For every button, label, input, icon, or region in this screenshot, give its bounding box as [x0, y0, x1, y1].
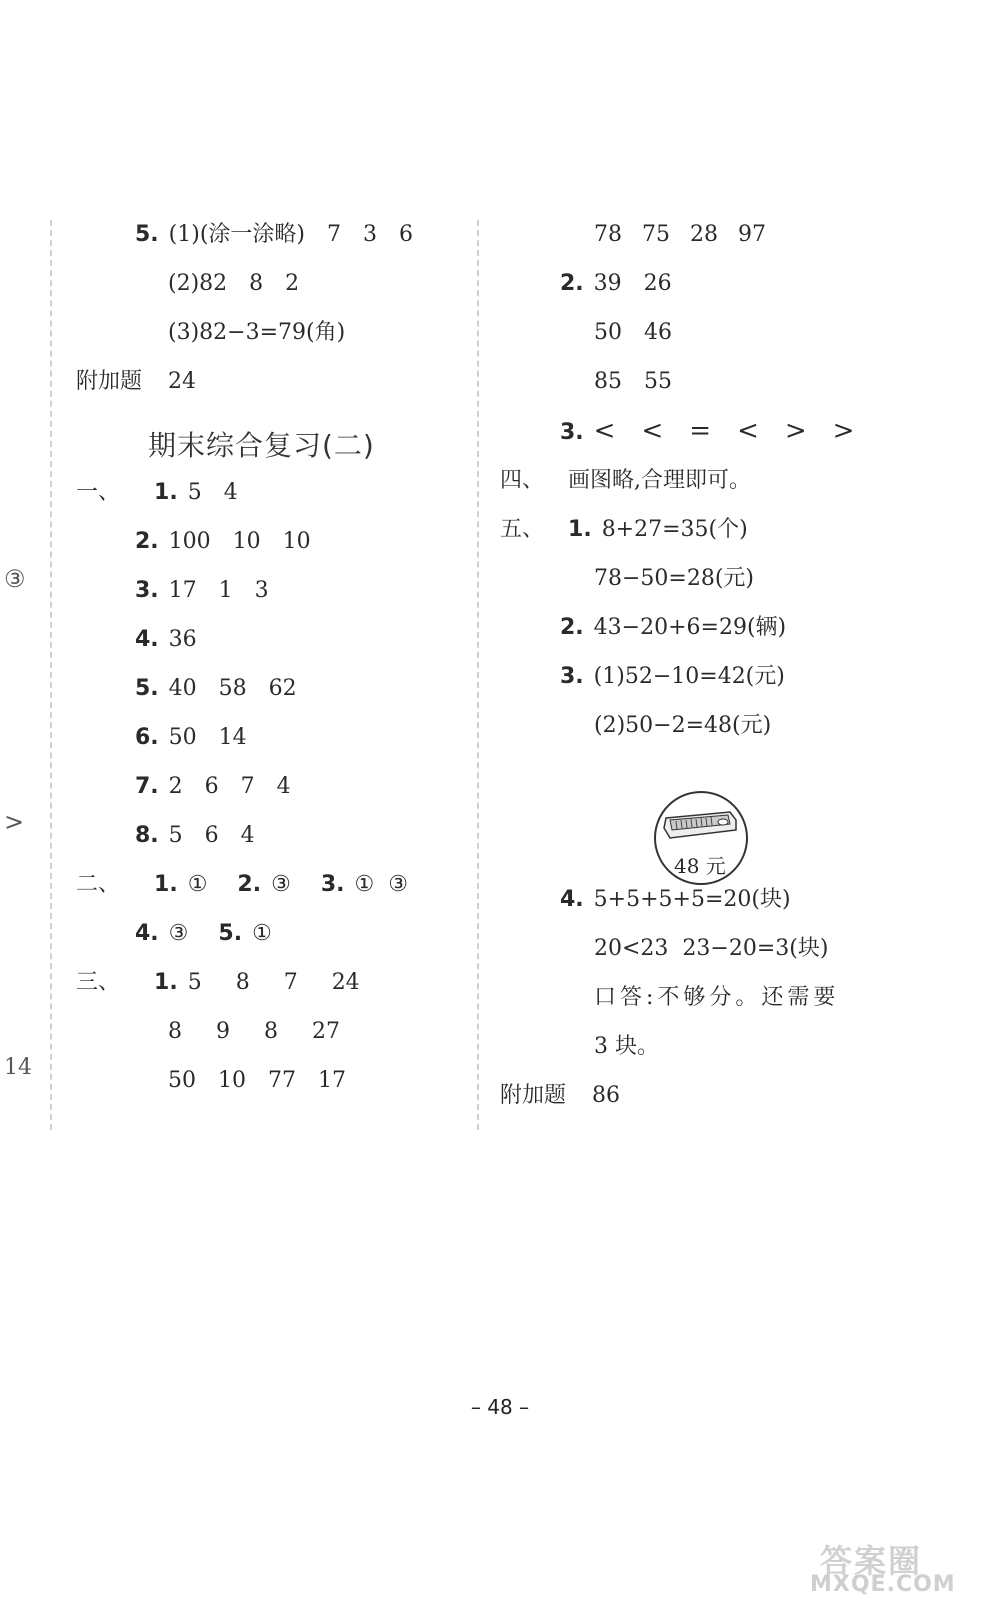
section-label: 五、: [500, 517, 545, 542]
question-number: 2.: [135, 529, 159, 554]
right-sec5-q3-l1: [560, 662, 785, 692]
right-q2-row2: [594, 318, 672, 348]
sec1-item3: [135, 576, 269, 606]
section-title: 期末综合复习(二): [148, 429, 375, 462]
watermark-text: 答案圈: [820, 1542, 923, 1580]
answer-value: 3: [363, 222, 378, 247]
answer-value: 97: [738, 222, 766, 247]
right-q2-row1: [560, 269, 672, 299]
answer-value: 10: [282, 529, 311, 554]
question-number: 4.: [135, 627, 159, 652]
question-number: 7.: [135, 774, 159, 799]
fujia-label: 附加题: [500, 1083, 567, 1108]
question-number: 6.: [135, 725, 159, 750]
right-sec4: [500, 466, 751, 496]
answer-value: 7: [283, 970, 298, 995]
answer-value: 50: [168, 1068, 196, 1093]
column-divider: [477, 220, 479, 1130]
sec1-item1: [76, 478, 238, 508]
right-q3-signs: [560, 416, 854, 448]
answer-value: 17: [168, 578, 197, 603]
section-label: 一、: [76, 480, 121, 505]
question-number: 5.: [135, 222, 159, 247]
answer-value: 6: [399, 222, 414, 247]
answer-value: 28: [690, 222, 718, 247]
sec1-item2: [135, 527, 311, 557]
question-number: 3.: [320, 872, 345, 897]
answer-value: 46: [644, 320, 672, 345]
answer-value: 77: [268, 1068, 296, 1093]
left-q5-line2: [168, 269, 299, 299]
answer-value: 39: [593, 271, 622, 296]
answer-value: 78: [594, 222, 622, 247]
sec1-item7: [135, 772, 291, 802]
watermark-url: MXQE.COM: [810, 1572, 956, 1597]
answer-text: 20<23 23−20=3(块): [594, 936, 829, 961]
sec1-item8: [135, 821, 255, 851]
left-q5-line1: [135, 220, 413, 250]
answer-value: 27: [312, 1019, 340, 1044]
answer-value: 6: [204, 823, 219, 848]
answer-value: 4: [240, 823, 255, 848]
question-number: 8.: [135, 823, 159, 848]
answer-text: 8+27=35(个): [601, 517, 748, 542]
answer-value: 10: [218, 1068, 246, 1093]
answer-value: 40: [168, 676, 197, 701]
answer-value: ① ③: [354, 872, 408, 897]
answer-value: 100: [168, 529, 211, 554]
answer-text: 78−50=28(元): [594, 566, 755, 591]
question-number: 5.: [135, 676, 159, 701]
compare-sign: >: [784, 416, 807, 446]
answer-value: 2: [285, 271, 300, 296]
answer-text: 口答:不够分。还需要: [594, 985, 840, 1010]
right-top-row: [594, 220, 766, 250]
answer-value: 10: [232, 529, 261, 554]
answer-value: 8: [249, 271, 264, 296]
margin-number-mark: 14: [4, 1055, 32, 1080]
compare-sign: =: [689, 416, 712, 446]
watermark-logo: [800, 1540, 980, 1596]
question-number: 3.: [135, 578, 159, 603]
sec1-item5: [135, 674, 297, 704]
answer-value: 5: [187, 970, 202, 995]
answer-value: 2: [168, 774, 183, 799]
compare-sign: <: [737, 416, 759, 446]
answer-value: 3: [254, 578, 269, 603]
answer-value: 50: [168, 725, 197, 750]
answer-value: 1: [218, 578, 233, 603]
sec1-item6: [135, 723, 247, 753]
question-number: 4.: [560, 887, 584, 912]
answer-value: 26: [643, 271, 672, 296]
sec3-row3: [168, 1066, 346, 1096]
answer-value: 5: [187, 480, 202, 505]
right-sec5-q1-l2: [594, 564, 754, 594]
answer-text: 43−20+6=29(辆): [593, 615, 787, 640]
answer-text: (3)82−3=79(角): [168, 320, 346, 345]
answer-text: 3 块。: [594, 1034, 659, 1059]
question-number: 3.: [560, 420, 584, 445]
question-number: 1.: [154, 970, 178, 995]
answer-value: 14: [218, 725, 247, 750]
question-number: 2.: [560, 615, 584, 640]
question-number: 3.: [560, 664, 584, 689]
fujia-label: 附加题: [76, 369, 143, 394]
sec3-row1: [76, 968, 360, 998]
answer-value: 7: [327, 222, 342, 247]
question-number: 2.: [560, 271, 584, 296]
compare-sign: >: [832, 416, 855, 446]
left-binding-rule: [50, 220, 52, 1130]
fujia-value: 24: [168, 369, 197, 394]
right-sec5-q2: [560, 613, 786, 643]
answer-value: 8: [235, 970, 250, 995]
margin-gt-mark: >: [4, 808, 25, 836]
section-label: 三、: [76, 970, 121, 995]
fujia-value: 86: [592, 1083, 621, 1108]
right-sec5-q4-l2: [594, 934, 828, 964]
answer-value: ③: [168, 921, 189, 946]
answer-text: (1)52−10=42(元): [593, 664, 785, 689]
right-sec5-q4-l4: [594, 1032, 659, 1062]
section-label: 四、: [500, 468, 545, 493]
answer-value: 4: [276, 774, 291, 799]
answer-value: 75: [642, 222, 670, 247]
answer-value: 7: [240, 774, 255, 799]
answer-value: ③: [271, 872, 291, 897]
answer-value: 62: [268, 676, 297, 701]
question-number: 1.: [568, 517, 592, 542]
answer-value: 4: [223, 480, 238, 505]
right-fujia: [500, 1081, 620, 1111]
answer-value: 58: [218, 676, 247, 701]
answer-value: 24: [331, 970, 360, 995]
right-sec5-q4-l1: [560, 885, 791, 915]
answer-value: 5: [168, 823, 183, 848]
answer-value: 9: [216, 1019, 230, 1044]
left-q5-line3: [168, 318, 345, 348]
answer-value: ①: [252, 921, 272, 946]
answer-text: (2)50−2=48(元): [594, 713, 772, 738]
sec3-row2: [168, 1017, 340, 1047]
answer-value: 55: [644, 369, 672, 394]
answer-value: 8: [168, 1019, 182, 1044]
compare-sign: <: [641, 416, 664, 446]
question-number: 4.: [135, 921, 159, 946]
answer-text: (1)(涂一涂略): [168, 222, 306, 247]
left-fujia: [76, 367, 196, 397]
sec2-row2: [135, 919, 272, 949]
price-label: 48 元: [674, 854, 726, 878]
answer-text: 5+5+5+5=20(块): [593, 887, 791, 912]
answer-value: 50: [594, 320, 622, 345]
answer-value: ①: [187, 872, 208, 897]
right-sec5-q4-l3: [594, 983, 839, 1013]
question-number: 2.: [237, 872, 262, 897]
right-sec5-q1-l1: [500, 515, 748, 545]
answer-text: (2)82: [168, 271, 228, 296]
question-number: 1.: [154, 480, 178, 505]
section-label: 二、: [76, 872, 121, 897]
sec1-item4: [135, 625, 197, 655]
answer-value: 8: [264, 1019, 278, 1044]
answer-value: 36: [168, 627, 197, 652]
answer-text: 画图略,合理即可。: [568, 468, 752, 493]
sec2-row1: [76, 870, 408, 900]
question-number: 5.: [218, 921, 243, 946]
answer-value: 85: [594, 369, 622, 394]
question-number: 1.: [154, 872, 178, 897]
margin-circle-mark: ③: [4, 565, 26, 593]
right-sec5-q3-l2: [594, 711, 771, 741]
page-number: – 48 –: [470, 1395, 530, 1419]
compare-sign: <: [593, 416, 616, 446]
answer-value: 6: [204, 774, 219, 799]
answer-value: 17: [318, 1068, 346, 1093]
right-q2-row3: [594, 367, 672, 397]
